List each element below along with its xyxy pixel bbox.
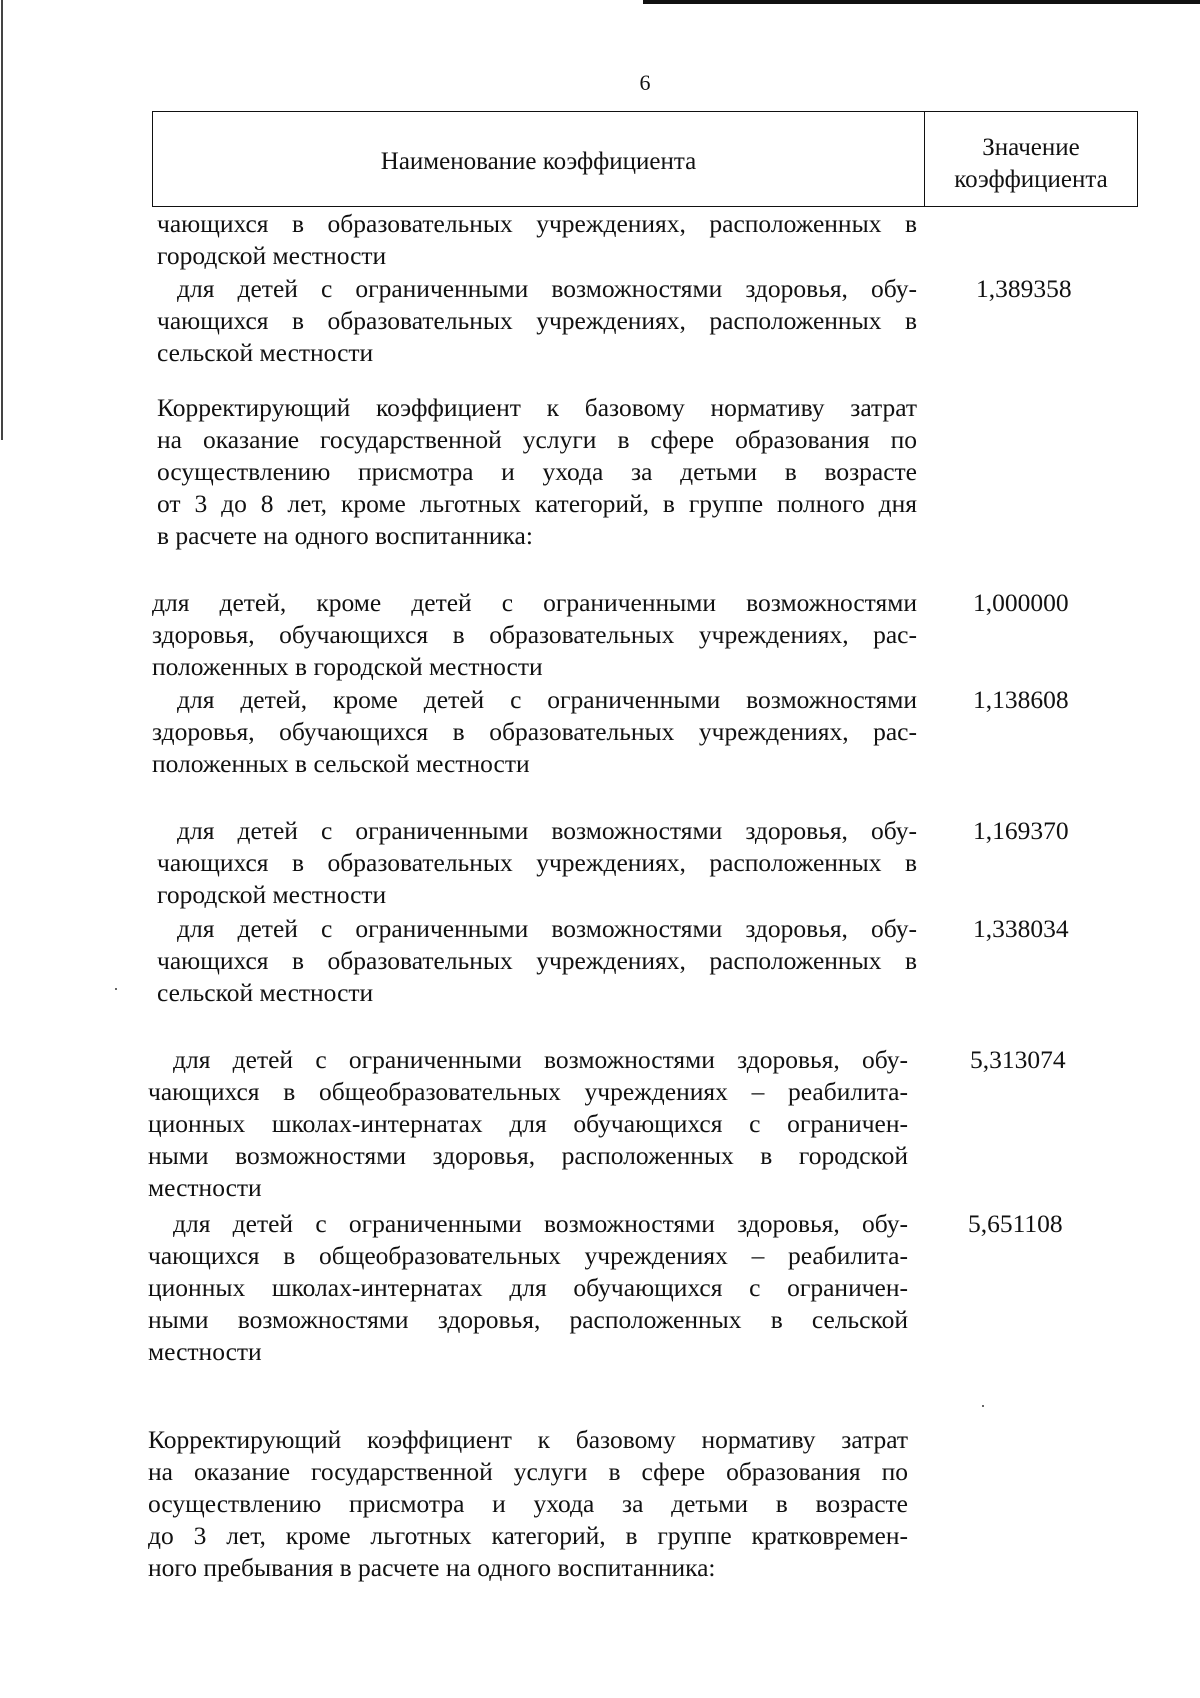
header-value-column — [925, 112, 1137, 206]
header-value-line: Значение — [982, 134, 1080, 161]
scan-edge-left — [1, 0, 3, 440]
row-text-line: чающихся в общеобразовательных учреждениях – реабилита- — [148, 1077, 908, 1106]
coefficient-value: 5,651108 — [968, 1209, 1063, 1238]
coefficient-value: 1,169370 — [973, 816, 1069, 845]
row-text-line: ного пребывания в расчете на одного воспитанника: — [148, 1553, 716, 1582]
row-text-line: для детей с ограниченными возможностями здоровья, обу- — [177, 274, 917, 303]
row-text-line: городской местности — [157, 880, 387, 909]
row-text-line: чающихся в образовательных учреждениях, расположенных в — [157, 306, 917, 335]
row-text-line: ными возможностями здоровья, расположенных в сельской — [148, 1305, 908, 1334]
row-text-line: городской местности — [157, 241, 387, 270]
coefficient-row — [157, 273, 917, 369]
row-text-line: для детей с ограниченными возможностями здоровья, обу- — [173, 1045, 908, 1074]
row-text-line: местности — [148, 1173, 262, 1202]
row-text-line: положенных в городской местности — [152, 652, 543, 681]
coefficient-row — [148, 1208, 908, 1368]
row-text-line: для детей, кроме детей с ограниченными возможностями — [152, 588, 917, 617]
header-value-line: коэффициента — [954, 166, 1108, 193]
row-text-line: для детей с ограниченными возможностями здоровья, обу- — [177, 816, 917, 845]
row-text-line: чающихся в общеобразовательных учреждениях – реабилита- — [148, 1241, 908, 1270]
row-text-line: ционных школах-интернатах для обучающихся с ограничен- — [148, 1109, 908, 1138]
coefficient-value: 1,389358 — [976, 274, 1072, 303]
row-text-line: сельской местности — [157, 978, 374, 1007]
row-text-line: для детей с ограниченными возможностями здоровья, обу- — [177, 914, 917, 943]
row-text-line: здоровья, обучающихся в образовательных учреждениях, рас- — [152, 717, 917, 746]
row-text-line: ционных школах-интернатах для обучающихся с ограничен- — [148, 1273, 908, 1302]
table-header — [152, 111, 1138, 207]
row-text-line: положенных в сельской местности — [152, 749, 530, 778]
row-text-line: здоровья, обучающихся в образовательных учреждениях, рас- — [152, 620, 917, 649]
coefficient-row — [157, 815, 917, 911]
scan-edge-top — [643, 0, 1200, 4]
coefficient-value: 1,138608 — [973, 685, 1069, 714]
row-text-line: чающихся в образовательных учреждениях, расположенных в — [157, 848, 917, 877]
coefficient-value: 1,000000 — [973, 588, 1069, 617]
row-text-line: местности — [148, 1337, 262, 1366]
coefficient-value: 5,313074 — [970, 1045, 1066, 1074]
row-text-line: сельской местности — [157, 338, 374, 367]
section-heading — [148, 1424, 908, 1584]
row-text-line: ными возможностями здоровья, расположенных в городской — [148, 1141, 908, 1170]
section-heading — [157, 392, 917, 552]
coefficient-row — [157, 913, 917, 1009]
row-text-line: на оказание государственной услуги в сфере образования по — [157, 425, 917, 454]
scan-speck — [982, 1405, 984, 1407]
row-text-line: для детей, кроме детей с ограниченными возможностями — [177, 685, 917, 714]
row-text-line: от 3 до 8 лет, кроме льготных категорий, в группе полного дня — [157, 489, 917, 518]
scan-speck — [115, 988, 117, 990]
row-text-line: чающихся в образовательных учреждениях, расположенных в — [157, 209, 917, 238]
row-text-line: Корректирующий коэффициент к базовому нормативу затрат — [148, 1425, 908, 1454]
coefficient-row — [152, 587, 917, 683]
row-text-line: чающихся в образовательных учреждениях, расположенных в — [157, 946, 917, 975]
row-text-line: до 3 лет, кроме льготных категорий, в группе кратковремен- — [148, 1521, 908, 1550]
row-text-line: на оказание государственной услуги в сфере образования по — [148, 1457, 908, 1486]
row-text-line: Корректирующий коэффициент к базовому нормативу затрат — [157, 393, 917, 422]
coefficient-row — [157, 208, 917, 272]
row-text-line: в расчете на одного воспитанника: — [157, 521, 533, 550]
coefficient-row — [148, 1044, 908, 1204]
page-number: 6 — [639, 70, 651, 95]
row-text-line: осуществлению присмотра и ухода за детьми в возрасте — [157, 457, 917, 486]
row-text-line: осуществлению присмотра и ухода за детьми в возрасте — [148, 1489, 908, 1518]
row-text-line: для детей с ограниченными возможностями здоровья, обу- — [173, 1209, 908, 1238]
coefficient-value: 1,338034 — [973, 914, 1069, 943]
coefficient-row — [152, 684, 917, 780]
header-name-column: Наименование коэффициента — [153, 112, 925, 206]
